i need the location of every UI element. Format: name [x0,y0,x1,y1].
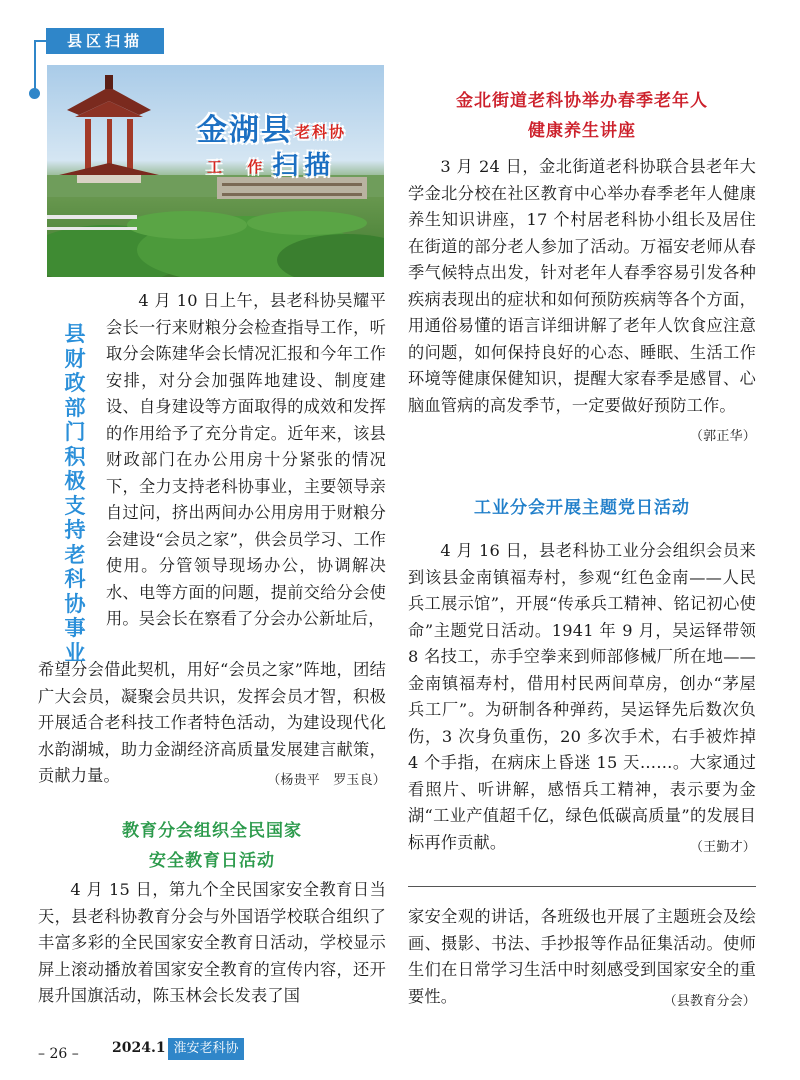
article2-paragraph-right [408,904,756,1015]
photo-title-main: 金湖县 [197,113,293,148]
article3-title [408,86,756,146]
journal-name: 淮安老科协 [168,1038,244,1060]
article3-paragraph-text: 3 月 24 日，金北街道老科协联合县老年大学金北分校在社区教育中心举办春季老年人健康养生知识讲座，17 个村居老科协小组长及居住在街道的部分老人参加了活动。万福安老师从春季气候特点出发，针对老年人春季容易引发各种疾病表现出的症状和如何预防疾病等各个方面，用通俗易懂的语言详细讲解了老年人饮食应注意的问题，如何保持良好的心态、睡眠、生活工作环境等健康保健知识，提醒大家春季是感冒、心脑血管病的高发季节，一定要做好预防工作。 [408,157,756,415]
article3-paragraph [408,154,756,451]
article1-paragraph-full [38,657,386,795]
issue-number: 2024.1 [112,1040,166,1056]
header-vertical-line [34,40,36,92]
article1-byline: （杨贵平 罗玉良） [267,773,386,788]
article1-vertical-title: 县财政部门积极支持老科协事业 [64,322,86,665]
article4-paragraph [408,538,756,861]
photo-subtitle-small: 工 作 [207,158,273,176]
article2-title-line1: 教育分会组织全民国家 [122,821,302,841]
article3-title-line1: 金北街道老科协举办春季老年人 [456,91,708,111]
article2-paragraph-left: 4 月 15 日，第九个全民国家安全教育日当天，县老科协教育分会与外国语学校联合组织了丰富多彩的全民国家安全教育日活动，学校显示屏上滚动播放着国家安全教育的宣传内容，还开展升国旗活动，陈玉林会长发表了国 [38,880,386,1005]
article2-paragraph-right-text: 家安全观的讲话，各班级也开展了主题班会及绘画、摄影、书法、手抄报等作品征集活动。使师生们在日常学习生活中时刻感受到国家安全的重要性。 [408,907,756,1006]
article2-byline: （县教育分会） [663,993,756,1009]
article4-title: 工业分会开展主题党日活动 [474,498,690,518]
article3-byline: （郭正华） [689,429,756,444]
photo-title-org: 老科协 [295,123,347,141]
page-number: – 26 – [38,1046,79,1062]
article3-title-line2: 健康养生讲座 [528,121,636,141]
column-divider [408,886,756,887]
article1-paragraph-indented: 4 月 10 日上午，县老科协吴耀平会长一行来财粮分会检查指导工作，听取分会陈建华会长情况汇报和今年工作安排，对分会加强阵地建设、制度建设、自身建设等方面取得的成效和发挥的作用给予了充分肯定。近年来，该县财政部门在办公用房十分紧张的情况下，全力支持老科协事业，主要领导亲自过问，挤出两间办公用房用于财粮分会建设“会员之家”，供会员学习、工作使用。分管领导现场办公，协调解决水、电等方面的问题，提前交给分会使用。吴会长在察看了分会办公新址后， [106,291,386,628]
article4-byline: （王勤才） [689,839,756,855]
photo-title [197,105,346,149]
article1-paragraph-text: 希望分会借此契机，用好“会员之家”阵地，团结广大会员，凝聚会员共识，发挥会员才智，积极开展适合老科技工作者特色活动，为建设现代化水韵湖城，助力金湖经济高质量发展建言献策，贡献力量。 [38,660,386,785]
article2-title-line2: 安全教育日活动 [149,851,275,871]
section-tag: 县区扫描 [46,28,164,54]
header-dot [29,88,40,99]
photo-subtitle [207,145,336,182]
photo-subtitle-main: 扫描 [272,151,337,181]
header-photo [47,65,384,277]
article2-title [38,816,386,876]
article4-paragraph-text: 4 月 16 日，县老科协工业分会组织会员来到该县金南镇福寿村，参观“红色金南——人民兵工展示馆”，开展“传承兵工精神、铭记初心使命”主题党日活动。1941 年 9 月，吴运铎带领 8 名技工，赤手空拳来到师部修械厂所在地——金南镇福寿村，借用村民两间草房，创办“茅屋兵工厂”。为研制各种弹药，吴运铎先后数次负伤，3 次身负重伤，20 多次手术，右手被炸掉 4 个手指，在病床上昏迷 15 天……。大家通过看照片、听讲解，感悟兵工精神，表示要为金湖“工业产值超千亿，绿色低碳高质量”的发展目标再作贡献。 [408,541,756,852]
